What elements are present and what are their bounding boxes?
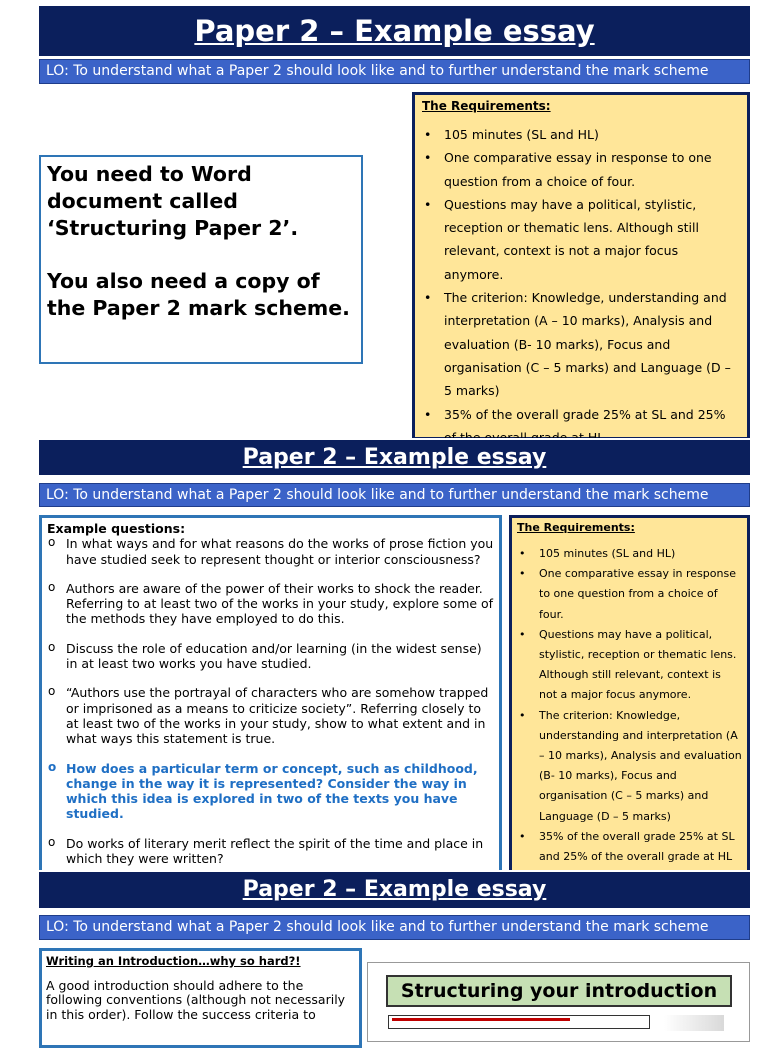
requirements-list <box>517 544 742 867</box>
slide-1 <box>0 0 768 435</box>
bullet-icon: • <box>424 406 432 422</box>
bullet-icon: • <box>424 290 432 306</box>
learning-objective-bar: LO: To understand what a Paper 2 should look like and to further understand the mark scheme <box>39 59 750 84</box>
shadow-decoration <box>664 1015 724 1031</box>
requirements-list <box>422 123 740 449</box>
slide-title: Paper 2 – Example essay <box>39 6 750 56</box>
question-item: o Discuss the role of education and/or learning (in the widest sense) in at least two works you have studied. <box>48 639 482 672</box>
requirements-box <box>509 515 750 875</box>
requirements-title: The Requirements: <box>422 99 551 113</box>
instructions-box <box>39 155 363 364</box>
structuring-title: Structuring your introduction <box>386 975 732 1007</box>
introduction-text: A good introduction should adhere to the following conventions (although not necessarily in this order). Follow the success criteria to <box>46 977 346 1022</box>
bullet-icon: • <box>519 627 526 641</box>
question-item: o Authors are aware of the power of their works to shock the reader. Referring to at least two of the works in your study, explore some of the methods they have employed to do this. <box>48 579 494 627</box>
instructions-text-1: You need to Word document called ‘Structuring Paper 2’. <box>47 162 299 240</box>
introduction-box <box>39 948 362 1048</box>
bullet-icon: • <box>519 547 526 560</box>
learning-objective-bar: LO: To understand what a Paper 2 should look like and to further understand the mark scheme <box>39 915 750 940</box>
requirement-item: • The criterion: Knowledge, understanding and interpretation (A – 10 marks), Analysis and evaluation (B- 10 marks), Focus and organisation (C – 5 marks) and Language (D – 5 marks) <box>517 706 742 827</box>
bullet-icon: o <box>48 759 57 774</box>
bullet-icon: • <box>424 127 432 142</box>
bullet-icon: o <box>48 639 56 654</box>
question-item: o Do works of literary merit reflect the spirit of the time and place in which they were written? <box>48 834 484 867</box>
requirement-item: • One comparative essay in response to one question from a choice of four. <box>517 564 742 625</box>
structuring-image <box>367 962 750 1042</box>
question-item-highlighted: o How does a particular term or concept, such as childhood, change in the way it is represented? Consider the way in which this idea is explored in two of the texts you have studied. <box>48 759 478 822</box>
requirement-item: • 35% of the overall grade 25% at SL and 25% <box>422 403 740 450</box>
requirement-item: • 105 minutes (SL and HL) <box>422 123 740 146</box>
requirements-box <box>412 92 750 440</box>
slide-2 <box>0 438 768 868</box>
red-text-line <box>392 1018 570 1021</box>
example-questions-title: Example questions: <box>47 521 186 536</box>
bullet-icon: o <box>48 579 56 594</box>
requirement-item: • 35% of the overall grade 25% at SL and 25% of the overall grade at HL <box>517 827 742 867</box>
bullet-icon: o <box>48 535 56 550</box>
requirement-item: • 105 minutes (SL and HL) <box>517 544 742 564</box>
slide-title: Paper 2 – Example essay <box>39 440 750 475</box>
slide-3 <box>0 870 768 1024</box>
question-item: o In what ways and for what reasons do the works of prose fiction you have studied seek to represent thought or interior consciousness? <box>48 535 494 567</box>
requirements-title: The Requirements: <box>517 521 635 534</box>
structuring-subbox <box>388 1015 650 1029</box>
example-questions-box <box>39 515 502 875</box>
requirement-item: • Questions may have a political, stylistic, reception or thematic lens. Although still relevant, context is not a major focus anymore. <box>422 193 740 286</box>
bullet-icon: • <box>519 829 526 843</box>
example-questions-list <box>47 536 494 866</box>
bullet-icon: o <box>48 684 56 699</box>
requirement-item: • The criterion: Knowledge, understanding and interpretation (A – 10 marks), Analysis and evaluation (B- 10 marks), Focus and organisation (C – 5 marks) and Language (D – 5 marks) <box>422 286 740 402</box>
instructions-text-2: You also need a copy of the Paper 2 mark scheme. <box>47 269 350 320</box>
introduction-title: Writing an Introduction…why so hard?! <box>46 954 301 968</box>
bullet-icon: • <box>424 196 432 212</box>
bullet-icon: o <box>48 834 56 849</box>
learning-objective-bar: LO: To understand what a Paper 2 should look like and to further understand the mark scheme <box>39 483 750 507</box>
slide-title: Paper 2 – Example essay <box>39 872 750 908</box>
bullet-icon: • <box>519 567 526 581</box>
bullet-icon: • <box>519 708 526 722</box>
requirement-item: • Questions may have a political, stylistic, reception or thematic lens. Although still relevant, context is not a major focus anymore. <box>517 625 742 706</box>
requirement-item: • One comparative essay in response to one question from a choice of four. <box>422 146 740 193</box>
question-item: o “Authors use the portrayal of characters who are somehow trapped or imprisoned as a means to criticize society”. Referring closely to at least two of the works in your study, show to what extent and in what ways this statement is true. <box>48 684 489 747</box>
bullet-icon: • <box>424 150 432 166</box>
